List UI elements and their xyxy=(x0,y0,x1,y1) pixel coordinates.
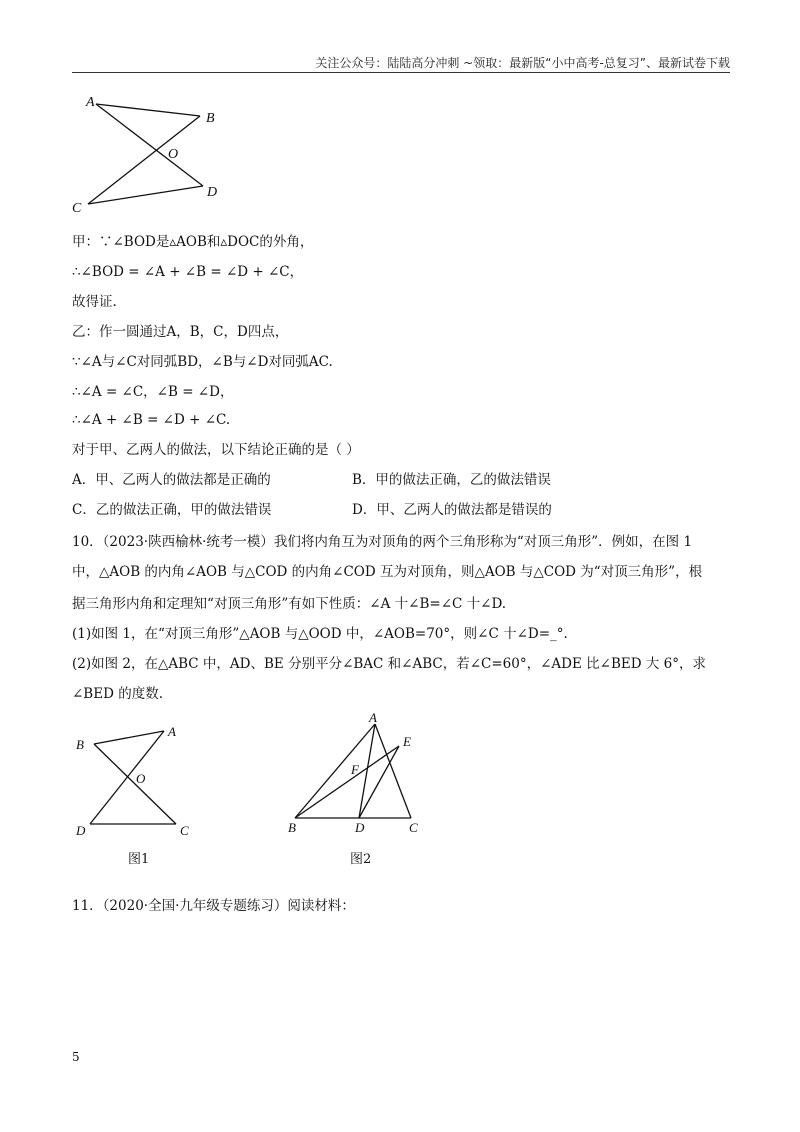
q10-line6: ∠BED 的度数. xyxy=(72,686,163,702)
solution-yi-line2: ∵∠A与∠C对同弧BD，∠B与∠D对同弧AC. xyxy=(72,354,333,370)
fig1-label-A: A xyxy=(168,724,176,739)
page-header: 关注公众号：陆陆高分冲刺 ~领取：最新版“小中高考-总复习”、最新试卷下载 xyxy=(315,56,730,70)
question-stem: 对于甲、乙两人的做法，以下结论正确的是（ ） xyxy=(72,442,360,458)
figure-1 xyxy=(70,718,210,848)
label-D: D xyxy=(207,185,218,200)
fig1-label-O: O xyxy=(136,771,146,786)
q10-line5: (2)如图 2，在△ABC 中，AD、BE 分别平分∠BAC 和∠ABC，若∠C=60°，∠ADE 比∠BED 大 6°，求 xyxy=(72,656,706,672)
fig1-label-D: D xyxy=(76,823,86,838)
fig2-label-B: B xyxy=(288,820,296,835)
fig2-label-A: A xyxy=(369,712,377,725)
solution-jia-line2: ∴∠BOD = ∠A + ∠B = ∠D + ∠C， xyxy=(72,264,304,280)
solution-jia-line3: 故得证. xyxy=(72,294,117,310)
fig2-label-D: D xyxy=(355,820,365,835)
label-O: O xyxy=(168,147,179,162)
option-b: B．甲的做法正确，乙的做法错误 xyxy=(352,472,551,488)
header-rule xyxy=(72,72,730,73)
fig1-label-C: C xyxy=(180,823,189,838)
fig2-label-F: F xyxy=(351,762,359,777)
q10-line2: 中，△AOB 的内角∠AOB 与△COD 的内角∠COD 互为对顶角，则△AOB 与△COD 为“对顶三角形”，根 xyxy=(72,564,703,580)
fig1-label-B: B xyxy=(76,737,84,752)
q11-line1: 11．（2020·全国·九年级专题练习）阅读材料： xyxy=(72,898,355,914)
figure-2 xyxy=(285,712,435,842)
solution-yi-line1: 乙：作一圆通过A，B，C，D四点， xyxy=(72,324,289,340)
option-d: D．甲、乙两人的做法都是错误的 xyxy=(352,502,552,518)
q10-line4: (1)如图 1，在“对顶三角形”△AOB 与△OOD 中，∠AOB=70°，则∠C 十∠D=_°. xyxy=(72,626,568,642)
page-number: 5 xyxy=(72,1050,80,1064)
solution-jia-line1: 甲：∵∠BOD是▵AOB和▵DOC的外角， xyxy=(72,234,314,250)
option-a: A．甲、乙两人的做法都是正确的 xyxy=(72,472,271,488)
fig2-label-C: C xyxy=(409,820,418,835)
figure-bowtie-top xyxy=(70,92,250,222)
option-c: C．乙的做法正确，甲的做法错误 xyxy=(72,502,272,518)
label-C: C xyxy=(72,201,82,216)
solution-yi-line4: ∴∠A + ∠B = ∠D + ∠C. xyxy=(72,412,231,428)
fig2-label-E: E xyxy=(403,734,411,749)
q10-line3: 据三角形内角和定理知“对顶三角形”有如下性质：∠A 十∠B=∠C 十∠D. xyxy=(72,596,507,612)
fig1-caption: 图1 xyxy=(128,852,150,867)
label-A: A xyxy=(86,95,95,110)
solution-yi-line3: ∴∠A = ∠C，∠B = ∠D， xyxy=(72,384,234,400)
q10-line1: 10．（2023·陕西榆林·统考一模）我们将内角互为对顶角的两个三角形称为“对顶三角形”．例如，在图 1 xyxy=(72,534,693,550)
label-B: B xyxy=(206,111,215,126)
fig2-caption: 图2 xyxy=(350,852,372,867)
